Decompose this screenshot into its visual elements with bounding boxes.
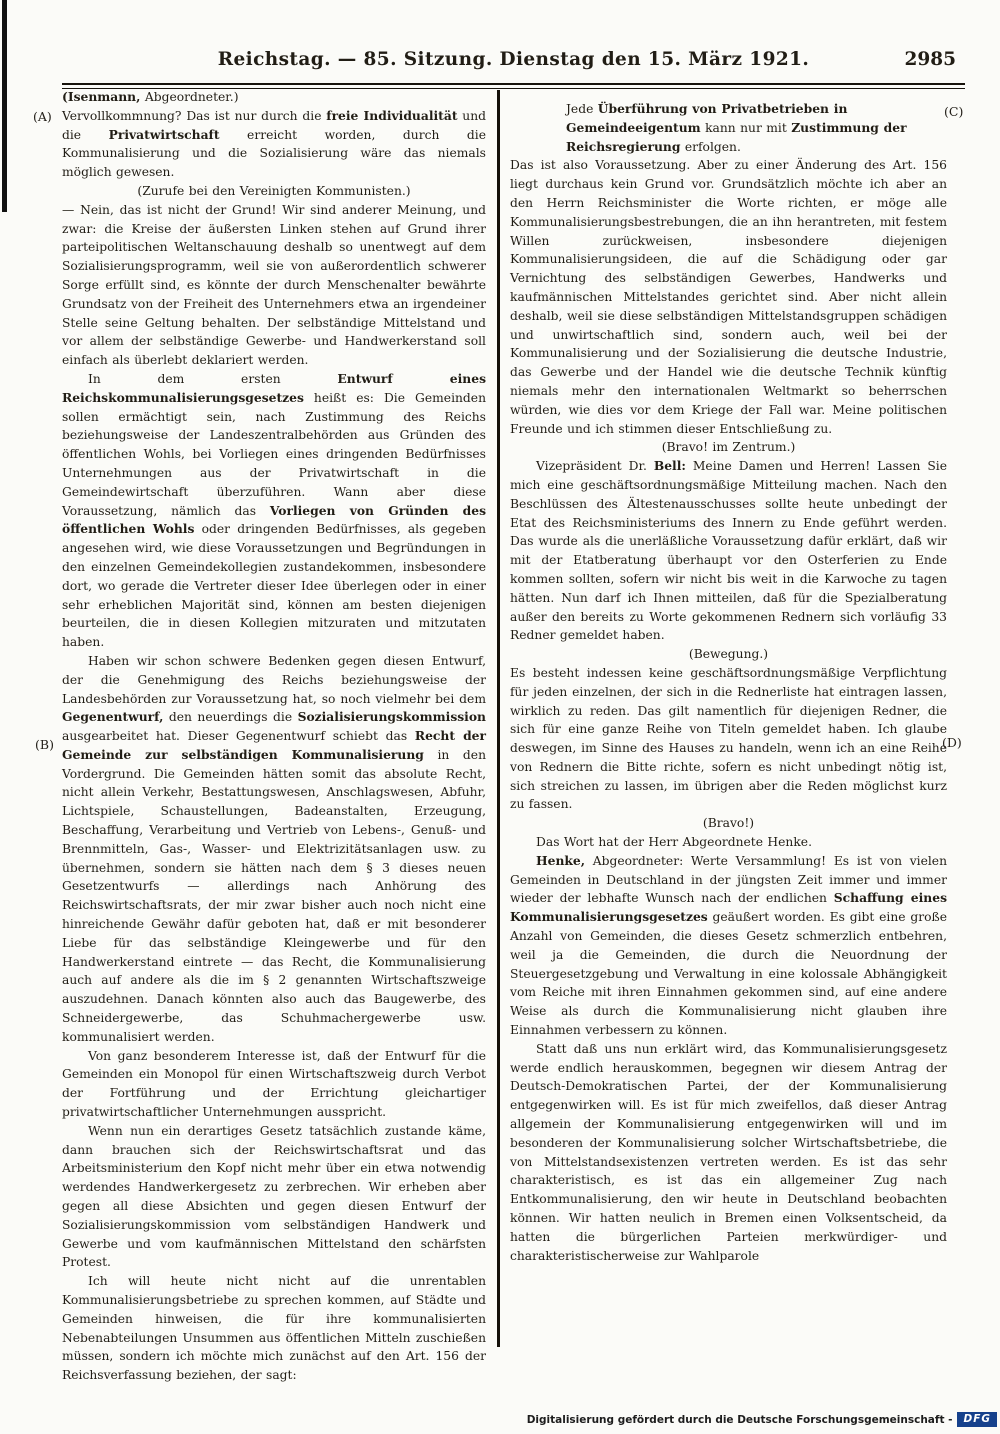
- emphasized-text: Vorliegen von Gründen des öffentlichen Wohls: [62, 502, 486, 537]
- body-text: Meine Damen und Herren! Lassen Sie mich eine geschäftsordnungsmäßige Mitteilung machen. Nach den Beschlüssen des Ältestenausschusses sollte heute unbedingt der Etat des Reichsministeriums des Innern zu Ende geführt werden. Das wurde als die unerläßliche Voraussetzung dafür erklärt, daß wir mit der Etatberatung überhaupt vor den Osterferien zu Ende kommen sollten, sofern wir nicht bis weit in die Karwoche zu tagen hätten. Nun darf ich Ihnen mitteilen, daß für die Spezialberatung außer den bereits zu Worte gekommenen Rednern sich vorläufig 33 Redner gemeldet haben.: [510, 459, 947, 643]
- stage-direction: [62, 182, 486, 201]
- column-right: [510, 88, 947, 1265]
- body-text: (Bewegung.): [688, 647, 769, 662]
- running-head: Reichstag. — 85. Sitzung. Dienstag den 15. März 1921.: [217, 49, 810, 70]
- body-text: kann nur mit: [700, 120, 792, 135]
- body-text: in den Vordergrund. Die Gemeinden hätten somit das absolute Recht, nicht allein Verkehr, Bestattungswesen, Anschlagswesen, Abfuhr, Lichtspiele, Schaustellungen, Badeanstalten, Erzeugung, Beschaffung, Verarbeitung und Vertrieb von Lebens-, Genuß- und Brennmitteln, Gas-, Wasser- und Elektrizitätsanlagen usw. zu übernehmen, sondern sie hätten nach dem § 3 dieses neuen Gesetzentwurfs — allerdings nach Anhörung des Reichswirtschaftsrats, der mir zwar bisher auch noch nicht eine hinreichende Gewähr dafür geboten hat, daß er mit besonderer Liebe für das selbständige Kleingewerbe und für den Handwerkerstand eintrete — das Recht, die Kommunalisierung auch auf andere als die im § 2 genannten Wirtschaftszweige auszudehnen. Danach könnten also auch das Baugewerbe, des Schneidergewerbe, das Schuhmachergewerbe usw. kommunalisiert werden.: [62, 747, 486, 1044]
- body-text: Abgeordneter.): [140, 90, 239, 104]
- stage-direction: [510, 814, 947, 833]
- speaker-note: [62, 88, 486, 107]
- body-text: heißt es: Die Gemeinden sollen ermächtigt sein, nach Zustimmung des Reichs beziehungsweise der Landeszentralbehörden aus Gründen des öffentlichen Wohls, bei Vorliegen eines dringenden Bedürfnisses Unternehmungen aus der Privatwirtschaft in die Gemeindewirtschaft überzuführen. Wann aber diese Voraussetzung, nämlich das: [62, 390, 486, 518]
- scan-edge-artifact: [2, 0, 7, 212]
- emphasized-text: Schaffung eines Kommunalisierungsgesetzes: [510, 890, 947, 925]
- body-text: Statt daß uns nun erklärt wird, das Kommunalisierungsgesetz werde endlich herauskommen, begegnen wir diesem Antrag der Deutsch-Demokratischen Partei, der der Kommunalisierung entgegenwirken will. Es ist für mich zweifellos, daß dieser Antrag allgemein der Kommunalisierung entgegenwirken will und im besonderen der Kommunalisierung solcher Wirtschaftsbetriebe, die von Mittelstandsexistenzen vertreten werden. Es ist das sehr charakteristisch, es ist das ein allgemeiner Zug nach Entkommunalisierung, den wir heute in Deutschland beobachten können. Wir hatten neulich in Bremen einen Volksentscheid, da hatten die bürgerlichen Parteien merkwürdiger- und charakteristischerweise zur Wahlparole: [510, 1041, 947, 1263]
- paragraph: [510, 1040, 947, 1266]
- paragraph: [62, 201, 486, 370]
- emphasized-text: Privatwirtschaft: [108, 126, 220, 142]
- body-text: Haben wir schon schwere Bedenken gegen diesen Entwurf, der die Genehmigung des Reichs beziehungsweise der Landesbehörden zur Voraussetzung hat, so noch vielmehr bei dem: [62, 653, 486, 706]
- body-text: Vizepräsident Dr.: [536, 459, 654, 474]
- body-text: Es besteht indessen keine geschäftsordnungsmäßige Verpflichtung für jeden einzelnen, der sich in die Rednerliste hat eintragen lassen, wirklich zu reden. Das gilt namentlich für diejenigen Redner, die sich für eine ganze Reihe von Titeln gemeldet haben. Ich glaube deswegen, im Sinne des Hauses zu handeln, wenn ich an eine Reihe von Rednern die Bitte richte, sofern es nicht unbedingt nötig ist, sich streichen zu lassen, im übrigen aber die Reden möglichst kurz zu fassen.: [510, 665, 947, 812]
- stage-direction: [510, 645, 947, 664]
- body-text: Wenn nun ein derartiges Gesetz tatsächlich zustande käme, dann brauchen sich der Reichswirtschaftsrat und das Arbeitsministerium den Kopf nicht mehr über ein etwa notwendig werdendes Handwerkergesetz zu zerbrechen. Wir erheben aber gegen all diese Absichten und gegen diesen Entwurf der Sozialisierungskommission vom selbständigen Handwerk und Gewerbe und vom kaufmännischen Mittelstand den schärfsten Protest.: [62, 1123, 486, 1270]
- emphasized-text: Überführung von Privatbetrieben in Gemeindeeigentum: [566, 101, 848, 135]
- emphasized-text: Bell:: [653, 458, 686, 474]
- emphasized-text: Entwurf eines Reichskommunalisierungsgesetzes: [62, 370, 486, 405]
- emphasized-text: freie Individualität: [326, 107, 458, 123]
- body-text: Von ganz besonderem Interesse ist, daß der Entwurf für die Gemeinden ein Monopol für einen Wirtschaftszweig durch Verbot der Fortführung und der Errichtung gleichartiger privatwirtschaftlicher Unternehmungen ausspricht.: [62, 1048, 486, 1120]
- block-quote: [510, 100, 947, 156]
- dfg-logo: DFG: [957, 1412, 997, 1427]
- paragraph: [510, 664, 947, 814]
- body-text: (Bravo!): [702, 816, 755, 831]
- paragraph: [62, 652, 486, 1047]
- body-text: Jede: [566, 102, 598, 116]
- margin-marker-d: (D): [942, 735, 962, 750]
- paragraph: [510, 156, 947, 438]
- body-text: den neuerdings die: [163, 710, 298, 725]
- paragraph: [62, 1047, 486, 1122]
- emphasized-text: Gegenentwurf,: [62, 709, 164, 725]
- body-text: Das ist also Voraussetzung. Aber zu einer Änderung des Art. 156 liegt durchaus kein Grund vor. Grundsätzlich möchte ich aber an den Herrn Reichsminister die Worte richten, er möge alle Kommunalisierungsbestrebungen, die an ihn herantreten, mit festem Willen zurückweisen, insbesondere diejenigen Kommunalisierungsideen, die auf die Schädigung oder gar Vernichtung des selbständigen Gewerbes, Handwerks und kaufmännischen Mittelstandes gerichtet sind. Aber nicht allein deshalb, weil sie diese selbständigen Mittelstandsgruppen schädigen und unwirtschaftlich sind, sondern auch, weil bei der Kommunalisierung und der Sozialisierung die deutsche Industrie, das Gewerbe und der Handel wie die deutsche Technik künftig niemals mehr den internationalen Weltmarkt so beherrschen würden, wie dies vor dem Kriege der Fall war. Meine politischen Freunde und ich stimmen dieser Entschließung zu.: [510, 158, 947, 436]
- paragraph: [510, 852, 947, 1040]
- body-text: In dem ersten: [88, 371, 338, 386]
- body-text: Abgeordneter: Werte Versammlung! Es ist von vielen Gemeinden in Deutschland in der jüngsten Zeit immer und immer wieder der lebhafte Wunsch nach der endlichen: [510, 853, 947, 906]
- digitization-footer: [527, 1412, 997, 1427]
- paragraph: [510, 457, 947, 645]
- body-text: erreicht worden, durch die Kommunalisierung und die Sozialisierung wäre das niemals möglich gewesen.: [62, 127, 486, 180]
- emphasized-text: Henke,: [536, 852, 586, 868]
- body-text: und die: [62, 108, 487, 142]
- margin-marker-a: (A): [33, 109, 52, 124]
- paragraph: [62, 370, 486, 652]
- column-left: [62, 88, 486, 1385]
- body-text: geäußert worden. Es gibt eine große Anzahl von Gemeinden, die dieses Gesetz schmerzlich entbehren, weil ja die Gemeinden, die durch die Neuordnung der Steuergesetzgebung und Verwaltung in eine kolossale Abhängigkeit vom Reiche mit ihren Einnahmen gekommen sind, auf eine andere Weise als durch die Kommunalisierung nicht glauben ihre Einnahmen verbessern zu können.: [510, 910, 947, 1038]
- body-text: Das Wort hat der Herr Abgeordnete Henke.: [536, 835, 812, 850]
- stage-direction: [510, 438, 947, 457]
- paragraph: [62, 107, 486, 182]
- body-text: ausgearbeitet hat. Dieser Gegenentwurf schiebt das: [62, 729, 415, 744]
- body-text: — Nein, das ist nicht der Grund! Wir sind anderer Meinung, und zwar: die Kreise der äußersten Linken stehen auf Grund ihrer parteipolitischen Weltanschauung deshalb so unentwegt auf dem Sozialisierungsprogramm, weil sie von außerordentlich schwerer Sorge erfüllt sind, es könnte der durch Menschenalter bewährte Grundsatz von der Freiheit des Unternehmers etwa an irgendeiner Stelle seine Geltung behalten. Der selbständige Mittelstand und vor allem der selbständige Gewerbe- und Handwerkerstand soll einfach als überlebt deklariert werden.: [62, 202, 486, 368]
- emphasized-text: (Isenmann,: [62, 89, 141, 104]
- emphasized-text: Recht der Gemeinde zur selbständigen Kommunalisierung: [62, 728, 486, 762]
- margin-marker-c: (C): [944, 104, 964, 119]
- column-divider: [497, 90, 500, 1347]
- body-text: oder dringenden Bedürfnisses, als gegeben angesehen wird, wie diese Voraussetzungen und Begründungen in den einzelnen Gemeindekollegien zustandekommen, insbesondere dort, wo gerade die Vertreter dieser Idee überlegen oder in einer sehr erheblichen Majorität sind, können am besten diejenigen beurteilen, die in diesen Kollegien mitzuraten und mitzutaten haben.: [62, 522, 486, 650]
- body-text: Ich will heute nicht nicht auf die unrentablen Kommunalisierungsbetriebe zu sprechen kommen, auf Städte und Gemeinden hinweisen, die für ihre kommunalisierten Nebenabteilungen Unsummen aus öffentlichen Mitteln zuschießen müssen, sondern ich möchte mich zunächst auf den Art. 156 der Reichsverfassung beziehen, der sagt:: [62, 1274, 486, 1383]
- page-number: 2985: [904, 49, 956, 70]
- emphasized-text: Zustimmung der Reichsregierung: [566, 119, 907, 154]
- body-text: Vervollkommnung? Das ist nur durch die: [62, 108, 327, 123]
- margin-marker-b: (B): [35, 737, 54, 752]
- emphasized-text: Sozialisierungskommission: [297, 709, 486, 725]
- body-text: (Bravo! im Zentrum.): [661, 440, 796, 455]
- body-text: erfolgen.: [680, 139, 741, 154]
- digitization-credit: Digitalisierung gefördert durch die Deutsche Forschungsgemeinschaft -: [526, 1413, 953, 1426]
- paragraph: [62, 1122, 486, 1272]
- body-text: (Zurufe bei den Vereinigten Kommunisten.): [137, 183, 411, 198]
- paragraph: [510, 833, 947, 852]
- paragraph: [62, 1272, 486, 1385]
